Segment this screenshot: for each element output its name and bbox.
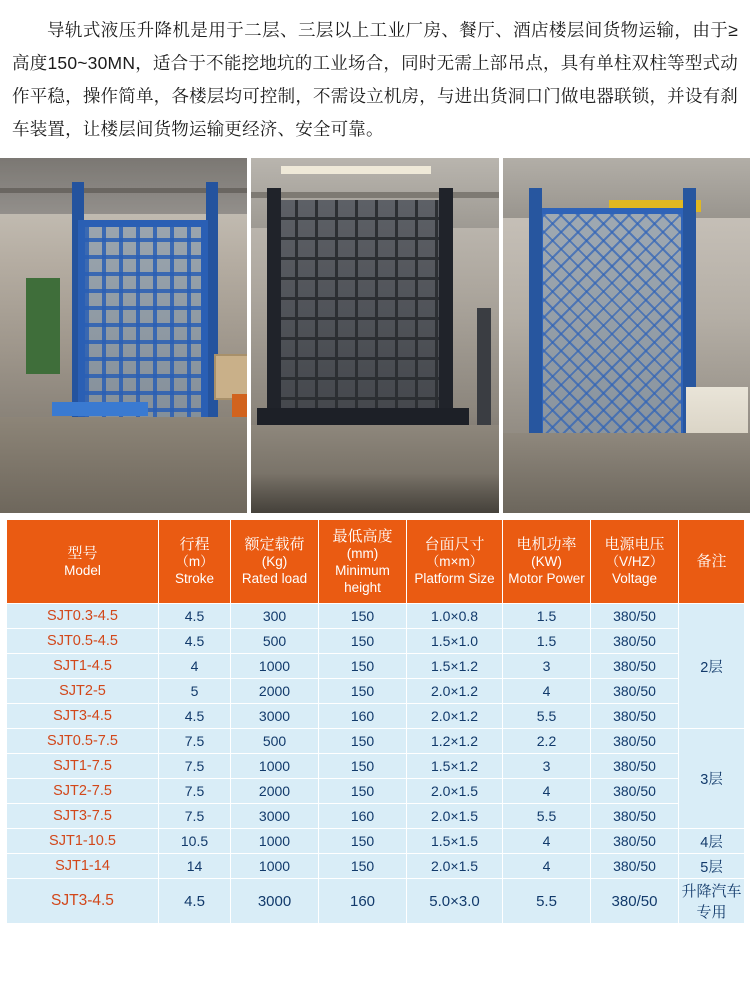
cell-motor-power: 5.5	[503, 879, 591, 924]
col-header-stroke-en: Stroke	[174, 571, 215, 586]
col-header-remark	[679, 520, 745, 604]
table-row	[7, 779, 745, 804]
cell-rated-load: 3000	[231, 704, 319, 729]
col-header-stroke-cn: 行程	[179, 536, 210, 553]
cell-voltage: 380/50	[591, 879, 679, 924]
cell-rated-load: 500	[231, 629, 319, 654]
cell-platform-size: 1.2×1.2	[407, 729, 503, 754]
col-header-voltage	[591, 520, 679, 604]
lift-platform	[52, 402, 148, 416]
specification-table-wrapper	[0, 513, 750, 924]
col-header-model-cn: 型号	[67, 544, 98, 562]
col-header-motor-power-cn: 电机功率	[516, 536, 577, 553]
cell-remark-2-floor: 2层	[679, 604, 745, 729]
col-header-platform-size-en: Platform Size	[414, 571, 495, 586]
cell-platform-size: 5.0×3.0	[407, 879, 503, 924]
table-header-row	[7, 520, 745, 604]
concrete-floor	[503, 433, 750, 513]
cell-rated-load: 2000	[231, 679, 319, 704]
cell-platform-size: 2.0×1.5	[407, 854, 503, 879]
table-body	[7, 604, 745, 924]
cell-rated-load: 3000	[231, 879, 319, 924]
col-header-minimum-height-cn: 最低高度	[332, 527, 393, 545]
cell-model: SJT1-4.5	[7, 654, 159, 679]
col-header-voltage-cn: 电源电压	[604, 536, 665, 553]
cell-minimum-height: 150	[319, 779, 407, 804]
cell-voltage: 380/50	[591, 829, 679, 854]
table-row	[7, 729, 745, 754]
table-row	[7, 854, 745, 879]
cell-stroke: 10.5	[159, 829, 231, 854]
col-header-rated-load-cn: 额定载荷	[244, 536, 305, 553]
cell-motor-power: 5.5	[503, 704, 591, 729]
cell-model: SJT1-7.5	[7, 754, 159, 779]
cell-voltage: 380/50	[591, 754, 679, 779]
col-header-model-en: Model	[64, 562, 101, 578]
table-row	[7, 604, 745, 629]
col-header-motor-power-unit: (KW)	[531, 554, 562, 569]
cell-rated-load: 1000	[231, 854, 319, 879]
photo-blue-mesh-cargo-lift-hall	[503, 158, 750, 513]
cell-motor-power: 4	[503, 829, 591, 854]
cell-minimum-height: 150	[319, 654, 407, 679]
col-header-rated-load-unit: (Kg)	[261, 554, 288, 569]
table-row	[7, 829, 745, 854]
cell-rated-load: 1000	[231, 829, 319, 854]
col-header-rated-load-en: Rated load	[241, 571, 308, 586]
cell-voltage: 380/50	[591, 854, 679, 879]
cell-platform-size: 2.0×1.5	[407, 804, 503, 829]
cell-remark-3-floor: 3层	[679, 729, 745, 829]
cell-motor-power: 1.5	[503, 604, 591, 629]
cell-rated-load: 300	[231, 604, 319, 629]
table-row	[7, 654, 745, 679]
cell-stroke: 4	[159, 654, 231, 679]
green-door	[26, 278, 60, 374]
cell-rated-load: 500	[231, 729, 319, 754]
cell-minimum-height: 150	[319, 729, 407, 754]
cell-remark-5-floor: 5层	[679, 854, 745, 879]
cell-minimum-height: 150	[319, 854, 407, 879]
col-header-minimum-height	[319, 520, 407, 604]
cell-voltage: 380/50	[591, 779, 679, 804]
cell-minimum-height: 160	[319, 804, 407, 829]
table-row	[7, 629, 745, 654]
table-row	[7, 704, 745, 729]
cell-stroke: 7.5	[159, 754, 231, 779]
cell-motor-power: 2.2	[503, 729, 591, 754]
col-header-motor-power-en: Motor Power	[508, 571, 585, 586]
cell-motor-power: 3	[503, 654, 591, 679]
cell-rated-load: 1000	[231, 754, 319, 779]
cell-motor-power: 3	[503, 754, 591, 779]
table-row	[7, 879, 745, 924]
col-header-platform-size-cn: 台面尺寸	[424, 536, 485, 553]
cell-stroke: 7.5	[159, 779, 231, 804]
cell-model: SJT0.5-4.5	[7, 629, 159, 654]
cell-platform-size: 2.0×1.2	[407, 704, 503, 729]
col-header-stroke	[159, 520, 231, 604]
cell-motor-power: 4	[503, 779, 591, 804]
cell-rated-load: 1000	[231, 654, 319, 679]
col-header-voltage-unit: （V/HZ）	[605, 554, 664, 569]
cell-rated-load: 2000	[231, 779, 319, 804]
cell-stroke: 5	[159, 679, 231, 704]
cell-motor-power: 4	[503, 854, 591, 879]
table-row	[7, 679, 745, 704]
cell-minimum-height: 150	[319, 754, 407, 779]
col-header-voltage-en: Voltage	[611, 571, 658, 586]
cell-motor-power: 1.5	[503, 629, 591, 654]
cell-minimum-height: 150	[319, 629, 407, 654]
cell-voltage: 380/50	[591, 704, 679, 729]
floor-shadow	[251, 473, 498, 513]
cell-platform-size: 1.0×0.8	[407, 604, 503, 629]
col-header-motor-power	[503, 520, 591, 604]
cell-voltage: 380/50	[591, 679, 679, 704]
lift-deck	[257, 408, 469, 426]
col-header-minimum-height-en: Minimum height	[335, 562, 390, 595]
cell-voltage: 380/50	[591, 729, 679, 754]
col-header-remark-cn: 备注	[696, 553, 727, 570]
cell-remark-4-floor: 4层	[679, 829, 745, 854]
cell-remark-car-lift: 升降汽车专用	[679, 879, 745, 924]
cell-model: SJT3-4.5	[7, 879, 159, 924]
cell-platform-size: 2.0×1.5	[407, 779, 503, 804]
col-header-model	[7, 520, 159, 604]
cell-stroke: 7.5	[159, 804, 231, 829]
product-photo-strip	[0, 158, 750, 513]
col-header-minimum-height-unit: (mm)	[346, 545, 379, 561]
cell-stroke: 4.5	[159, 629, 231, 654]
cell-voltage: 380/50	[591, 629, 679, 654]
cell-model: SJT3-7.5	[7, 804, 159, 829]
photo-dark-steel-guide-rail-lift	[251, 158, 498, 513]
cell-stroke: 4.5	[159, 704, 231, 729]
product-description: 导轨式液压升降机是用于二层、三层以上工业厂房、餐厅、酒店楼层间货物运输，由于≥高度150~30MN，适合于不能挖地坑的工业场合，同时无需上部吊点，具有单柱双柱等型式动作平稳，操作简单，各楼层均可控制，不需设立机房，与进出货洞口门做电器联锁，并设有刹车装置，让楼层间货物运输更经济、安全可靠。	[12, 20, 738, 139]
cell-minimum-height: 150	[319, 829, 407, 854]
cell-platform-size: 1.5×1.5	[407, 829, 503, 854]
cell-model: SJT3-4.5	[7, 704, 159, 729]
cell-platform-size: 1.5×1.2	[407, 654, 503, 679]
cell-minimum-height: 160	[319, 704, 407, 729]
cell-stroke: 4.5	[159, 879, 231, 924]
photo-blue-guide-rail-lift-indoor	[0, 158, 247, 513]
cell-model: SJT2-7.5	[7, 779, 159, 804]
cell-voltage: 380/50	[591, 804, 679, 829]
cell-rated-load: 3000	[231, 804, 319, 829]
cell-stroke: 14	[159, 854, 231, 879]
cell-voltage: 380/50	[591, 604, 679, 629]
col-header-rated-load	[231, 520, 319, 604]
cell-minimum-height: 150	[319, 604, 407, 629]
cell-motor-power: 4	[503, 679, 591, 704]
cell-platform-size: 1.5×1.2	[407, 754, 503, 779]
cell-minimum-height: 150	[319, 679, 407, 704]
cell-voltage: 380/50	[591, 654, 679, 679]
cell-model: SJT1-10.5	[7, 829, 159, 854]
cell-stroke: 7.5	[159, 729, 231, 754]
col-header-platform-size	[407, 520, 503, 604]
cell-model: SJT0.5-7.5	[7, 729, 159, 754]
concrete-floor	[0, 417, 247, 513]
cell-motor-power: 5.5	[503, 804, 591, 829]
cell-stroke: 4.5	[159, 604, 231, 629]
cell-platform-size: 1.5×1.0	[407, 629, 503, 654]
cell-minimum-height: 160	[319, 879, 407, 924]
table-row	[7, 754, 745, 779]
col-header-stroke-unit: （m）	[175, 554, 214, 569]
table-row	[7, 804, 745, 829]
cell-model: SJT0.3-4.5	[7, 604, 159, 629]
cell-model: SJT2-5	[7, 679, 159, 704]
cell-model: SJT1-14	[7, 854, 159, 879]
specification-table	[6, 519, 745, 924]
cell-platform-size: 2.0×1.2	[407, 679, 503, 704]
col-header-platform-size-unit: （m×m）	[425, 554, 484, 569]
ceiling-light	[281, 166, 431, 174]
side-guide-rail	[477, 308, 491, 438]
